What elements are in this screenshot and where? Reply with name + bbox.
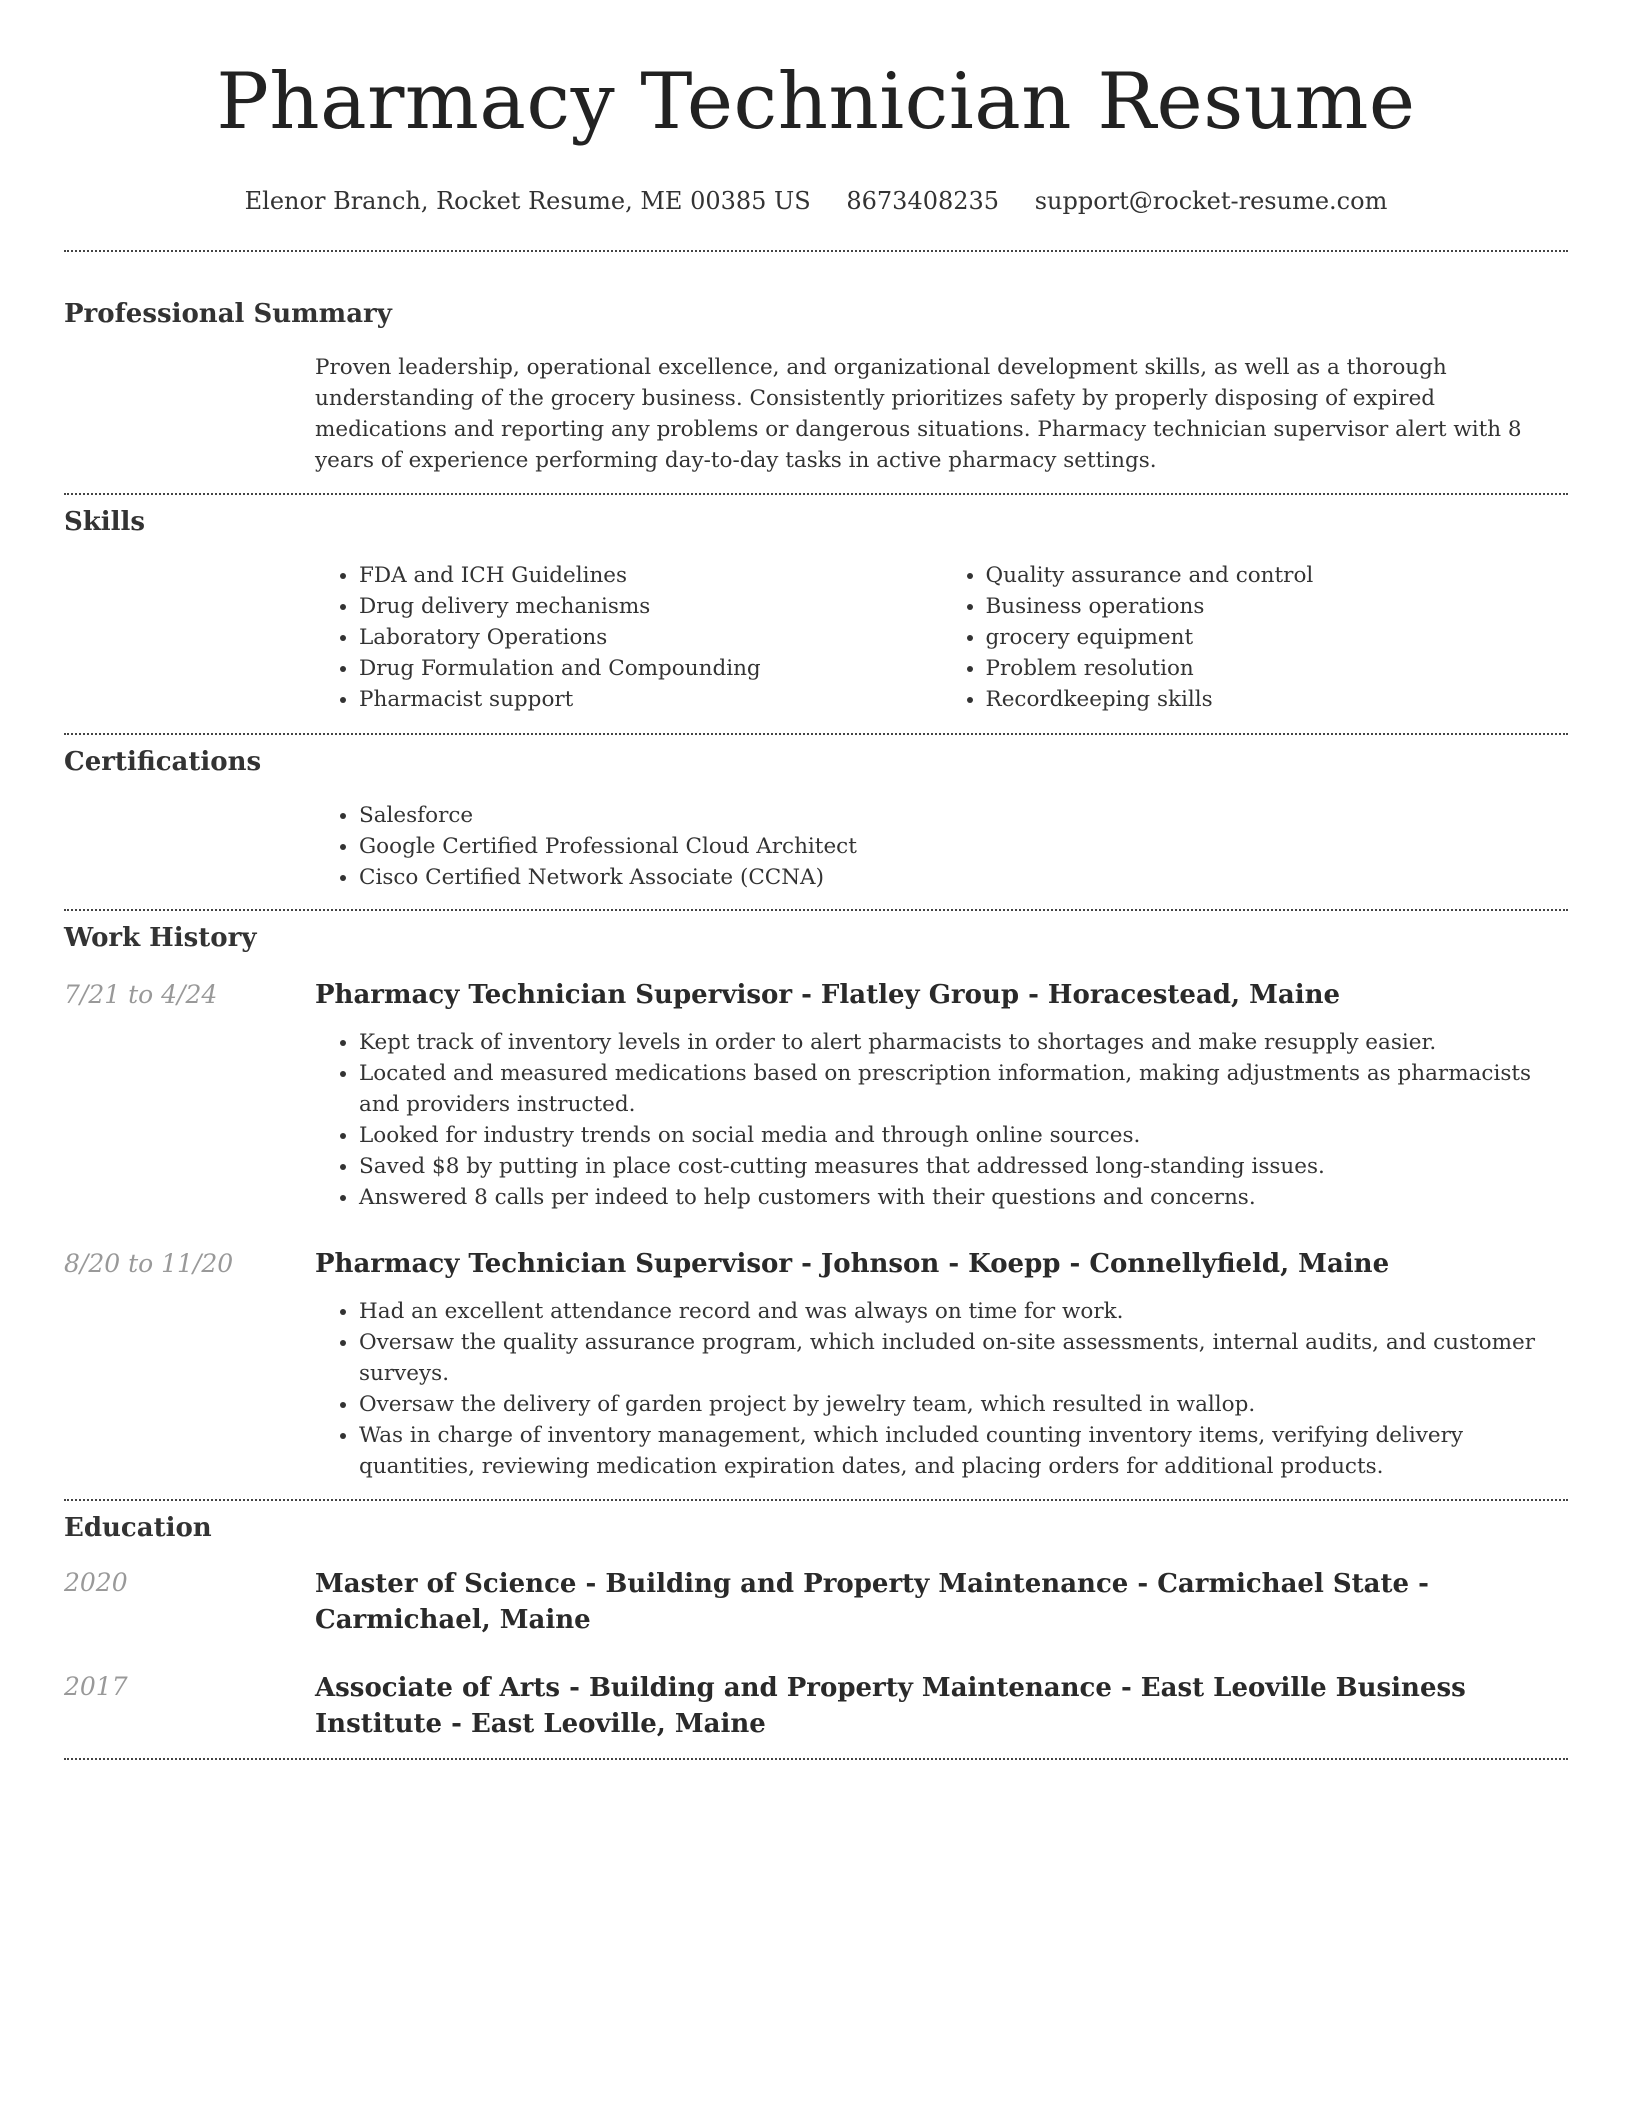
job-entry xyxy=(64,978,1568,1213)
skills-section xyxy=(64,506,1568,715)
divider xyxy=(64,1758,1568,1760)
work-section xyxy=(64,922,1568,1482)
summary-text: Proven leadership, operational excellence, and organizational development skills, as well as a thorough understanding of the grocery business. Consistently prioritizes safety by properly disposing of expired medications and reporting any problems or dangerous situations. Pharmacy technician supervisor alert with 8 years of experience performing day-to-day tasks in active pharmacy settings. xyxy=(315,355,1522,473)
skill-item: • Laboratory Operations xyxy=(359,622,942,653)
skill-item: • grocery equipment xyxy=(986,622,1569,653)
divider xyxy=(64,909,1568,911)
summary-heading: Professional Summary xyxy=(64,299,392,329)
certifications-list xyxy=(315,800,1568,893)
education-year: 2020 xyxy=(64,1568,128,1597)
certification-item: • Google Certified Professional Cloud Architect xyxy=(359,831,1568,862)
job-bullet: • Oversaw the quality assurance program, which included on-site assessments, internal audits, and customer surveys. xyxy=(359,1327,1568,1389)
education-section xyxy=(64,1512,1568,1742)
skill-item: • Quality assurance and control xyxy=(986,560,1569,591)
job-bullet: • Oversaw the delivery of garden project by jewelry team, which resulted in wallop. xyxy=(359,1389,1568,1420)
skills-list-left xyxy=(315,560,942,715)
certifications-section xyxy=(64,746,1568,893)
education-heading: Education xyxy=(64,1513,212,1543)
job-bullet: • Had an excellent attendance record and was always on time for work. xyxy=(359,1296,1568,1327)
skills-list-right xyxy=(942,560,1569,715)
skill-item: • Drug delivery mechanisms xyxy=(359,591,942,622)
skill-item: • Business operations xyxy=(986,591,1569,622)
education-title: Associate of Arts - Building and Property Maintenance - East Leoville Business Institute - East Leoville, Maine xyxy=(315,1673,1466,1739)
job-bullet: • Looked for industry trends on social media and through online sources. xyxy=(359,1120,1568,1151)
job-bullet: • Kept track of inventory levels in order to alert pharmacists to shortages and make resupply easier. xyxy=(359,1027,1568,1058)
skill-item: • Drug Formulation and Compounding xyxy=(359,653,942,684)
contact-phone: 8673408235 xyxy=(846,187,1000,215)
skill-item: • Recordkeeping skills xyxy=(986,684,1569,715)
divider xyxy=(64,733,1568,735)
skill-item: • FDA and ICH Guidelines xyxy=(359,560,942,591)
certification-item: • Cisco Certified Network Associate (CCNA) xyxy=(359,862,1568,893)
job-bullets xyxy=(315,1296,1568,1482)
divider xyxy=(64,1499,1568,1501)
work-heading: Work History xyxy=(64,923,257,953)
job-entry xyxy=(64,1247,1568,1482)
job-bullet: • Answered 8 calls per indeed to help customers with their questions and concerns. xyxy=(359,1182,1568,1213)
contact-address: Elenor Branch, Rocket Resume, ME 00385 US xyxy=(244,187,811,215)
job-bullet: • Saved $8 by putting in place cost-cutting measures that addressed long-standing issues. xyxy=(359,1151,1568,1182)
resume-title: Pharmacy Technician Resume xyxy=(216,57,1416,147)
job-bullet: • Located and measured medications based on prescription information, making adjustments as pharmacists and providers instructed. xyxy=(359,1058,1568,1120)
certification-item: • Salesforce xyxy=(359,800,1568,831)
education-entry xyxy=(64,1670,1568,1742)
skill-item: • Pharmacist support xyxy=(359,684,942,715)
job-dates: 8/20 to 11/20 xyxy=(64,1249,234,1278)
contact-line xyxy=(64,186,1568,216)
job-dates: 7/21 to 4/24 xyxy=(64,980,218,1009)
divider xyxy=(64,493,1568,495)
education-title: Master of Science - Building and Property Maintenance - Carmichael State - Carmichael, Maine xyxy=(315,1569,1429,1635)
skill-item: • Problem resolution xyxy=(986,653,1569,684)
contact-email: support@rocket-resume.com xyxy=(1034,187,1388,215)
job-title: Pharmacy Technician Supervisor - Flatley Group - Horacestead, Maine xyxy=(315,980,1341,1010)
skills-heading: Skills xyxy=(64,507,146,537)
certifications-heading: Certifications xyxy=(64,747,262,777)
summary-section xyxy=(64,298,1568,476)
divider xyxy=(64,250,1568,252)
job-bullets xyxy=(315,1027,1568,1213)
job-title: Pharmacy Technician Supervisor - Johnson - Koepp - Connellyfield, Maine xyxy=(315,1249,1390,1279)
job-bullet: • Was in charge of inventory management, which included counting inventory items, verifying delivery quantities, reviewing medication expiration dates, and placing orders for additional products. xyxy=(359,1420,1568,1482)
education-year: 2017 xyxy=(64,1672,128,1701)
education-entry xyxy=(64,1566,1568,1638)
